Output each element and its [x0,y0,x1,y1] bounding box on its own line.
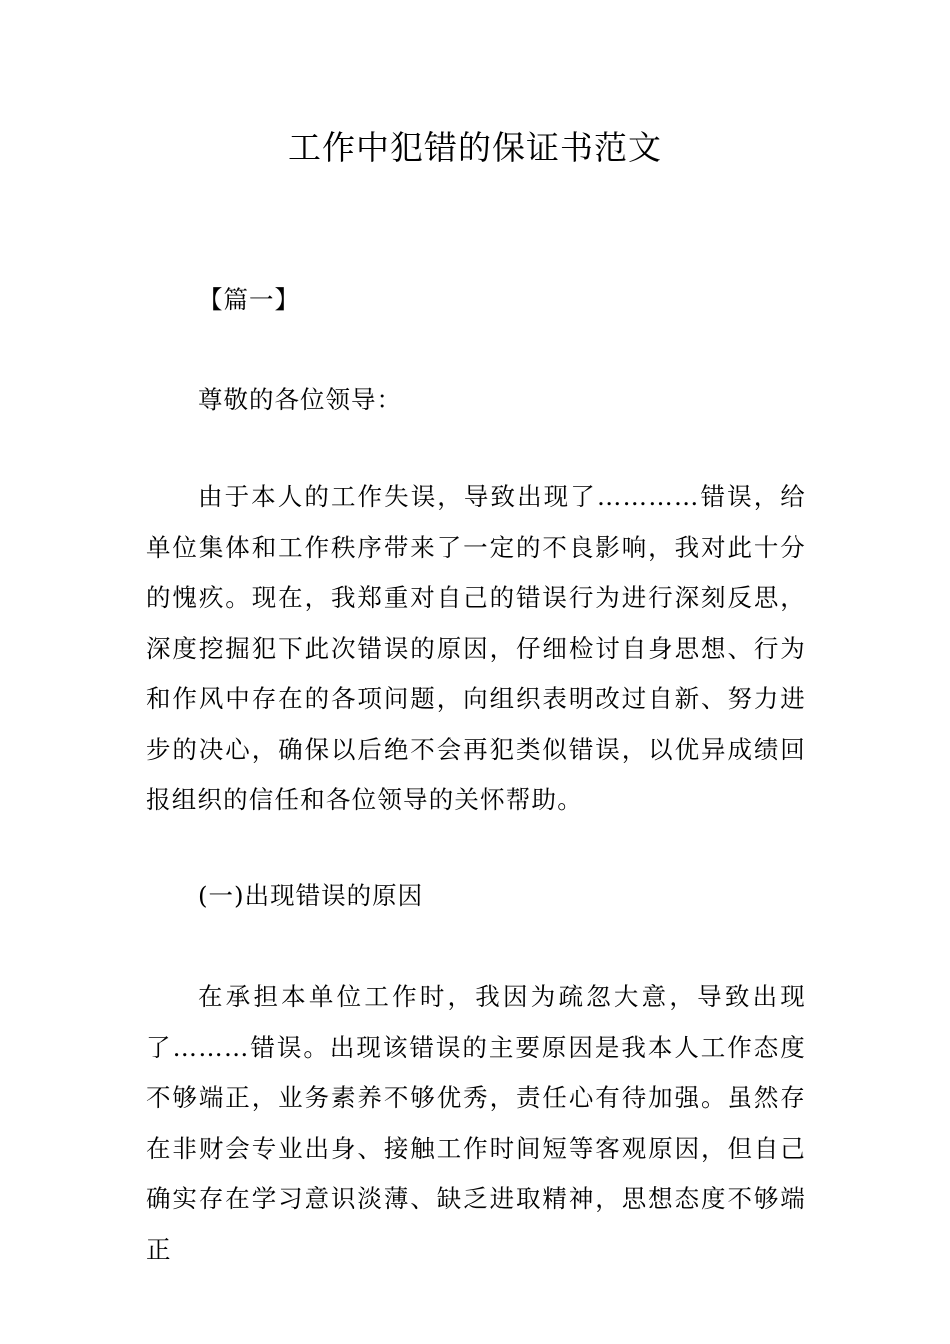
section-label: 【篇一】 [198,285,300,314]
salutation: 尊敬的各位领导： [198,385,402,414]
document-title: 工作中犯错的保证书范文 [288,128,662,167]
body-paragraph: 由于本人的工作失误，导致出现了…………错误，给单位集体和工作秩序带来了一定的不良影响，我对此十分的愧疚。现在，我郑重对自己的错误行为进行深刻反思，深度挖掘犯下此次错误的原因，仔细检讨自身思想、行为和作风中存在的各项问题，向组织表明改过自新、努力进步的决心，确保以后绝不会再犯类似错误，以优异成绩回报组织的信任和各位领导的关怀帮助。 [146,482,806,814]
sub-heading: (一)出现错误的原因 [198,881,424,910]
body-paragraph: 在承担本单位工作时，我因为疏忽大意，导致出现了………错误。出现该错误的主要原因是我本人工作态度不够端正，业务素养不够优秀，责任心有待加强。虽然存在非财会专业出身、接触工作时间短等客观原因，但自己确实存在学习意识淡薄、缺乏进取精神，思想态度不够端正 [146,982,806,1264]
